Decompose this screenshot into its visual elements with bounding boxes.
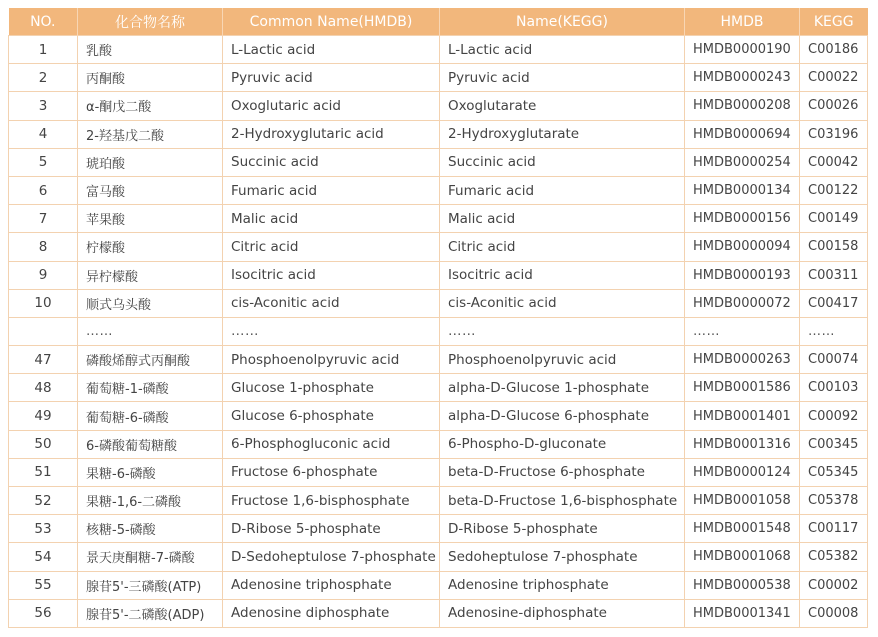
cell-kegg-id: C00186 [800, 36, 868, 64]
cell-hmdb-id: HMDB0001341 [685, 599, 800, 627]
cell-common-name: Adenosine triphosphate [223, 571, 440, 599]
cell-no: 2 [9, 64, 78, 92]
cell-no: 53 [9, 515, 78, 543]
cell-no: 51 [9, 458, 78, 486]
cell-chinese-name: 核糖-5-磷酸 [78, 515, 223, 543]
cell-chinese-name: 富马酸 [78, 176, 223, 204]
cell-hmdb-id: HMDB0000134 [685, 176, 800, 204]
cell-hmdb-id: HMDB0000254 [685, 148, 800, 176]
cell-hmdb-id: HMDB0001586 [685, 374, 800, 402]
cell-kegg-name: Isocitric acid [440, 261, 685, 289]
cell-hmdb-id: HMDB0000263 [685, 346, 800, 374]
cell-kegg-id: …… [800, 317, 868, 345]
table-row [9, 487, 868, 515]
table-row [9, 233, 868, 261]
cell-chinese-name: α-酮戊二酸 [78, 92, 223, 120]
cell-kegg-name: Adenosine triphosphate [440, 571, 685, 599]
cell-kegg-name: Sedoheptulose 7-phosphate [440, 543, 685, 571]
table-row [9, 430, 868, 458]
cell-kegg-name: Adenosine-diphosphate [440, 599, 685, 627]
cell-chinese-name: 腺苷5'-二磷酸(ADP) [78, 599, 223, 627]
cell-hmdb-id: HMDB0001316 [685, 430, 800, 458]
cell-hmdb-id: HMDB0000243 [685, 64, 800, 92]
cell-common-name: Succinic acid [223, 148, 440, 176]
header-chinese-name: 化合物名称 [78, 8, 223, 36]
cell-common-name: Malic acid [223, 205, 440, 233]
cell-common-name: Fructose 6-phosphate [223, 458, 440, 486]
cell-chinese-name: 柠檬酸 [78, 233, 223, 261]
table-row [9, 571, 868, 599]
cell-kegg-id: C05345 [800, 458, 868, 486]
header-name-kegg: Name(KEGG) [440, 8, 685, 36]
cell-kegg-id: C00103 [800, 374, 868, 402]
header-kegg: KEGG [800, 8, 868, 36]
cell-chinese-name: 苹果酸 [78, 205, 223, 233]
cell-kegg-id: C00002 [800, 571, 868, 599]
cell-kegg-name: Citric acid [440, 233, 685, 261]
cell-no: 7 [9, 205, 78, 233]
cell-common-name: …… [223, 317, 440, 345]
cell-hmdb-id: HMDB0000193 [685, 261, 800, 289]
header-common-name-hmdb: Common Name(HMDB) [223, 8, 440, 36]
table-row [9, 36, 868, 64]
cell-kegg-id: C00022 [800, 64, 868, 92]
table-row [9, 148, 868, 176]
cell-common-name: Citric acid [223, 233, 440, 261]
cell-kegg-id: C00074 [800, 346, 868, 374]
cell-kegg-id: C00345 [800, 430, 868, 458]
table-row [9, 599, 868, 627]
cell-hmdb-id: …… [685, 317, 800, 345]
cell-hmdb-id: HMDB0000124 [685, 458, 800, 486]
cell-chinese-name: 葡萄糖-1-磷酸 [78, 374, 223, 402]
table-header [9, 8, 868, 36]
cell-common-name: Oxoglutaric acid [223, 92, 440, 120]
header-hmdb: HMDB [685, 8, 800, 36]
table-row [9, 374, 868, 402]
table-row [9, 289, 868, 317]
table-row [9, 64, 868, 92]
cell-hmdb-id: HMDB0001548 [685, 515, 800, 543]
cell-common-name: D-Sedoheptulose 7-phosphate [223, 543, 440, 571]
table-row [9, 515, 868, 543]
cell-chinese-name: 丙酮酸 [78, 64, 223, 92]
cell-common-name: Glucose 6-phosphate [223, 402, 440, 430]
cell-kegg-id: C00158 [800, 233, 868, 261]
cell-common-name: 2-Hydroxyglutaric acid [223, 120, 440, 148]
cell-chinese-name: 异柠檬酸 [78, 261, 223, 289]
cell-kegg-id: C03196 [800, 120, 868, 148]
cell-no: 4 [9, 120, 78, 148]
cell-common-name: Glucose 1-phosphate [223, 374, 440, 402]
cell-common-name: Phosphoenolpyruvic acid [223, 346, 440, 374]
cell-kegg-id: C00149 [800, 205, 868, 233]
header-no: NO. [9, 8, 78, 36]
cell-no: 9 [9, 261, 78, 289]
cell-kegg-name: Oxoglutarate [440, 92, 685, 120]
cell-chinese-name: 2-羟基戊二酸 [78, 120, 223, 148]
cell-kegg-name: Succinic acid [440, 148, 685, 176]
table-row [9, 346, 868, 374]
cell-kegg-name: …… [440, 317, 685, 345]
cell-no: 49 [9, 402, 78, 430]
cell-kegg-name: Malic acid [440, 205, 685, 233]
cell-common-name: L-Lactic acid [223, 36, 440, 64]
cell-chinese-name: 景天庚酮糖-7-磷酸 [78, 543, 223, 571]
cell-chinese-name: 6-磷酸葡萄糖酸 [78, 430, 223, 458]
cell-chinese-name: 腺苷5'-三磷酸(ATP) [78, 571, 223, 599]
cell-common-name: Adenosine diphosphate [223, 599, 440, 627]
cell-hmdb-id: HMDB0000156 [685, 205, 800, 233]
table-row [9, 205, 868, 233]
cell-kegg-name: 6-Phospho-D-gluconate [440, 430, 685, 458]
cell-common-name: Isocitric acid [223, 261, 440, 289]
cell-common-name: 6-Phosphogluconic acid [223, 430, 440, 458]
cell-common-name: D-Ribose 5-phosphate [223, 515, 440, 543]
cell-no: 47 [9, 346, 78, 374]
cell-kegg-id: C00417 [800, 289, 868, 317]
table-row [9, 176, 868, 204]
cell-kegg-id: C00311 [800, 261, 868, 289]
cell-no: 48 [9, 374, 78, 402]
table-row [9, 92, 868, 120]
cell-common-name: Pyruvic acid [223, 64, 440, 92]
cell-no: 55 [9, 571, 78, 599]
cell-chinese-name: 果糖-1,6-二磷酸 [78, 487, 223, 515]
cell-no: 52 [9, 487, 78, 515]
cell-kegg-name: D-Ribose 5-phosphate [440, 515, 685, 543]
cell-kegg-id: C00042 [800, 148, 868, 176]
cell-chinese-name: 葡萄糖-6-磷酸 [78, 402, 223, 430]
cell-chinese-name: 琥珀酸 [78, 148, 223, 176]
table-body [9, 36, 868, 628]
cell-kegg-name: 2-Hydroxyglutarate [440, 120, 685, 148]
cell-kegg-id: C00122 [800, 176, 868, 204]
cell-no [9, 317, 78, 345]
cell-no: 56 [9, 599, 78, 627]
cell-chinese-name: 乳酸 [78, 36, 223, 64]
cell-kegg-id: C00092 [800, 402, 868, 430]
cell-no: 10 [9, 289, 78, 317]
cell-hmdb-id: HMDB0001401 [685, 402, 800, 430]
cell-kegg-id: C00117 [800, 515, 868, 543]
cell-kegg-id: C00026 [800, 92, 868, 120]
cell-kegg-name: alpha-D-Glucose 1-phosphate [440, 374, 685, 402]
cell-kegg-name: alpha-D-Glucose 6-phosphate [440, 402, 685, 430]
cell-hmdb-id: HMDB0000208 [685, 92, 800, 120]
table-row [9, 317, 868, 345]
cell-kegg-name: beta-D-Fructose 6-phosphate [440, 458, 685, 486]
cell-kegg-id: C00008 [800, 599, 868, 627]
cell-chinese-name: 顺式乌头酸 [78, 289, 223, 317]
cell-hmdb-id: HMDB0001068 [685, 543, 800, 571]
cell-no: 8 [9, 233, 78, 261]
cell-kegg-name: Phosphoenolpyruvic acid [440, 346, 685, 374]
cell-common-name: cis-Aconitic acid [223, 289, 440, 317]
cell-no: 6 [9, 176, 78, 204]
cell-no: 5 [9, 148, 78, 176]
cell-no: 50 [9, 430, 78, 458]
table-row [9, 458, 868, 486]
cell-kegg-name: beta-D-Fructose 1,6-bisphosphate [440, 487, 685, 515]
metabolite-table [8, 8, 868, 628]
cell-chinese-name: 磷酸烯醇式丙酮酸 [78, 346, 223, 374]
table-row [9, 120, 868, 148]
cell-kegg-name: cis-Aconitic acid [440, 289, 685, 317]
cell-no: 54 [9, 543, 78, 571]
header-row [9, 8, 868, 36]
table-row [9, 261, 868, 289]
cell-kegg-id: C05382 [800, 543, 868, 571]
cell-hmdb-id: HMDB0000190 [685, 36, 800, 64]
cell-kegg-name: Pyruvic acid [440, 64, 685, 92]
cell-hmdb-id: HMDB0000694 [685, 120, 800, 148]
cell-chinese-name: 果糖-6-磷酸 [78, 458, 223, 486]
cell-kegg-name: Fumaric acid [440, 176, 685, 204]
metabolite-table-container [8, 8, 867, 628]
table-row [9, 543, 868, 571]
table-row [9, 402, 868, 430]
cell-common-name: Fructose 1,6-bisphosphate [223, 487, 440, 515]
cell-kegg-id: C05378 [800, 487, 868, 515]
cell-chinese-name: …… [78, 317, 223, 345]
cell-hmdb-id: HMDB0000072 [685, 289, 800, 317]
cell-hmdb-id: HMDB0001058 [685, 487, 800, 515]
cell-no: 3 [9, 92, 78, 120]
cell-no: 1 [9, 36, 78, 64]
cell-kegg-name: L-Lactic acid [440, 36, 685, 64]
cell-hmdb-id: HMDB0000094 [685, 233, 800, 261]
cell-common-name: Fumaric acid [223, 176, 440, 204]
cell-hmdb-id: HMDB0000538 [685, 571, 800, 599]
